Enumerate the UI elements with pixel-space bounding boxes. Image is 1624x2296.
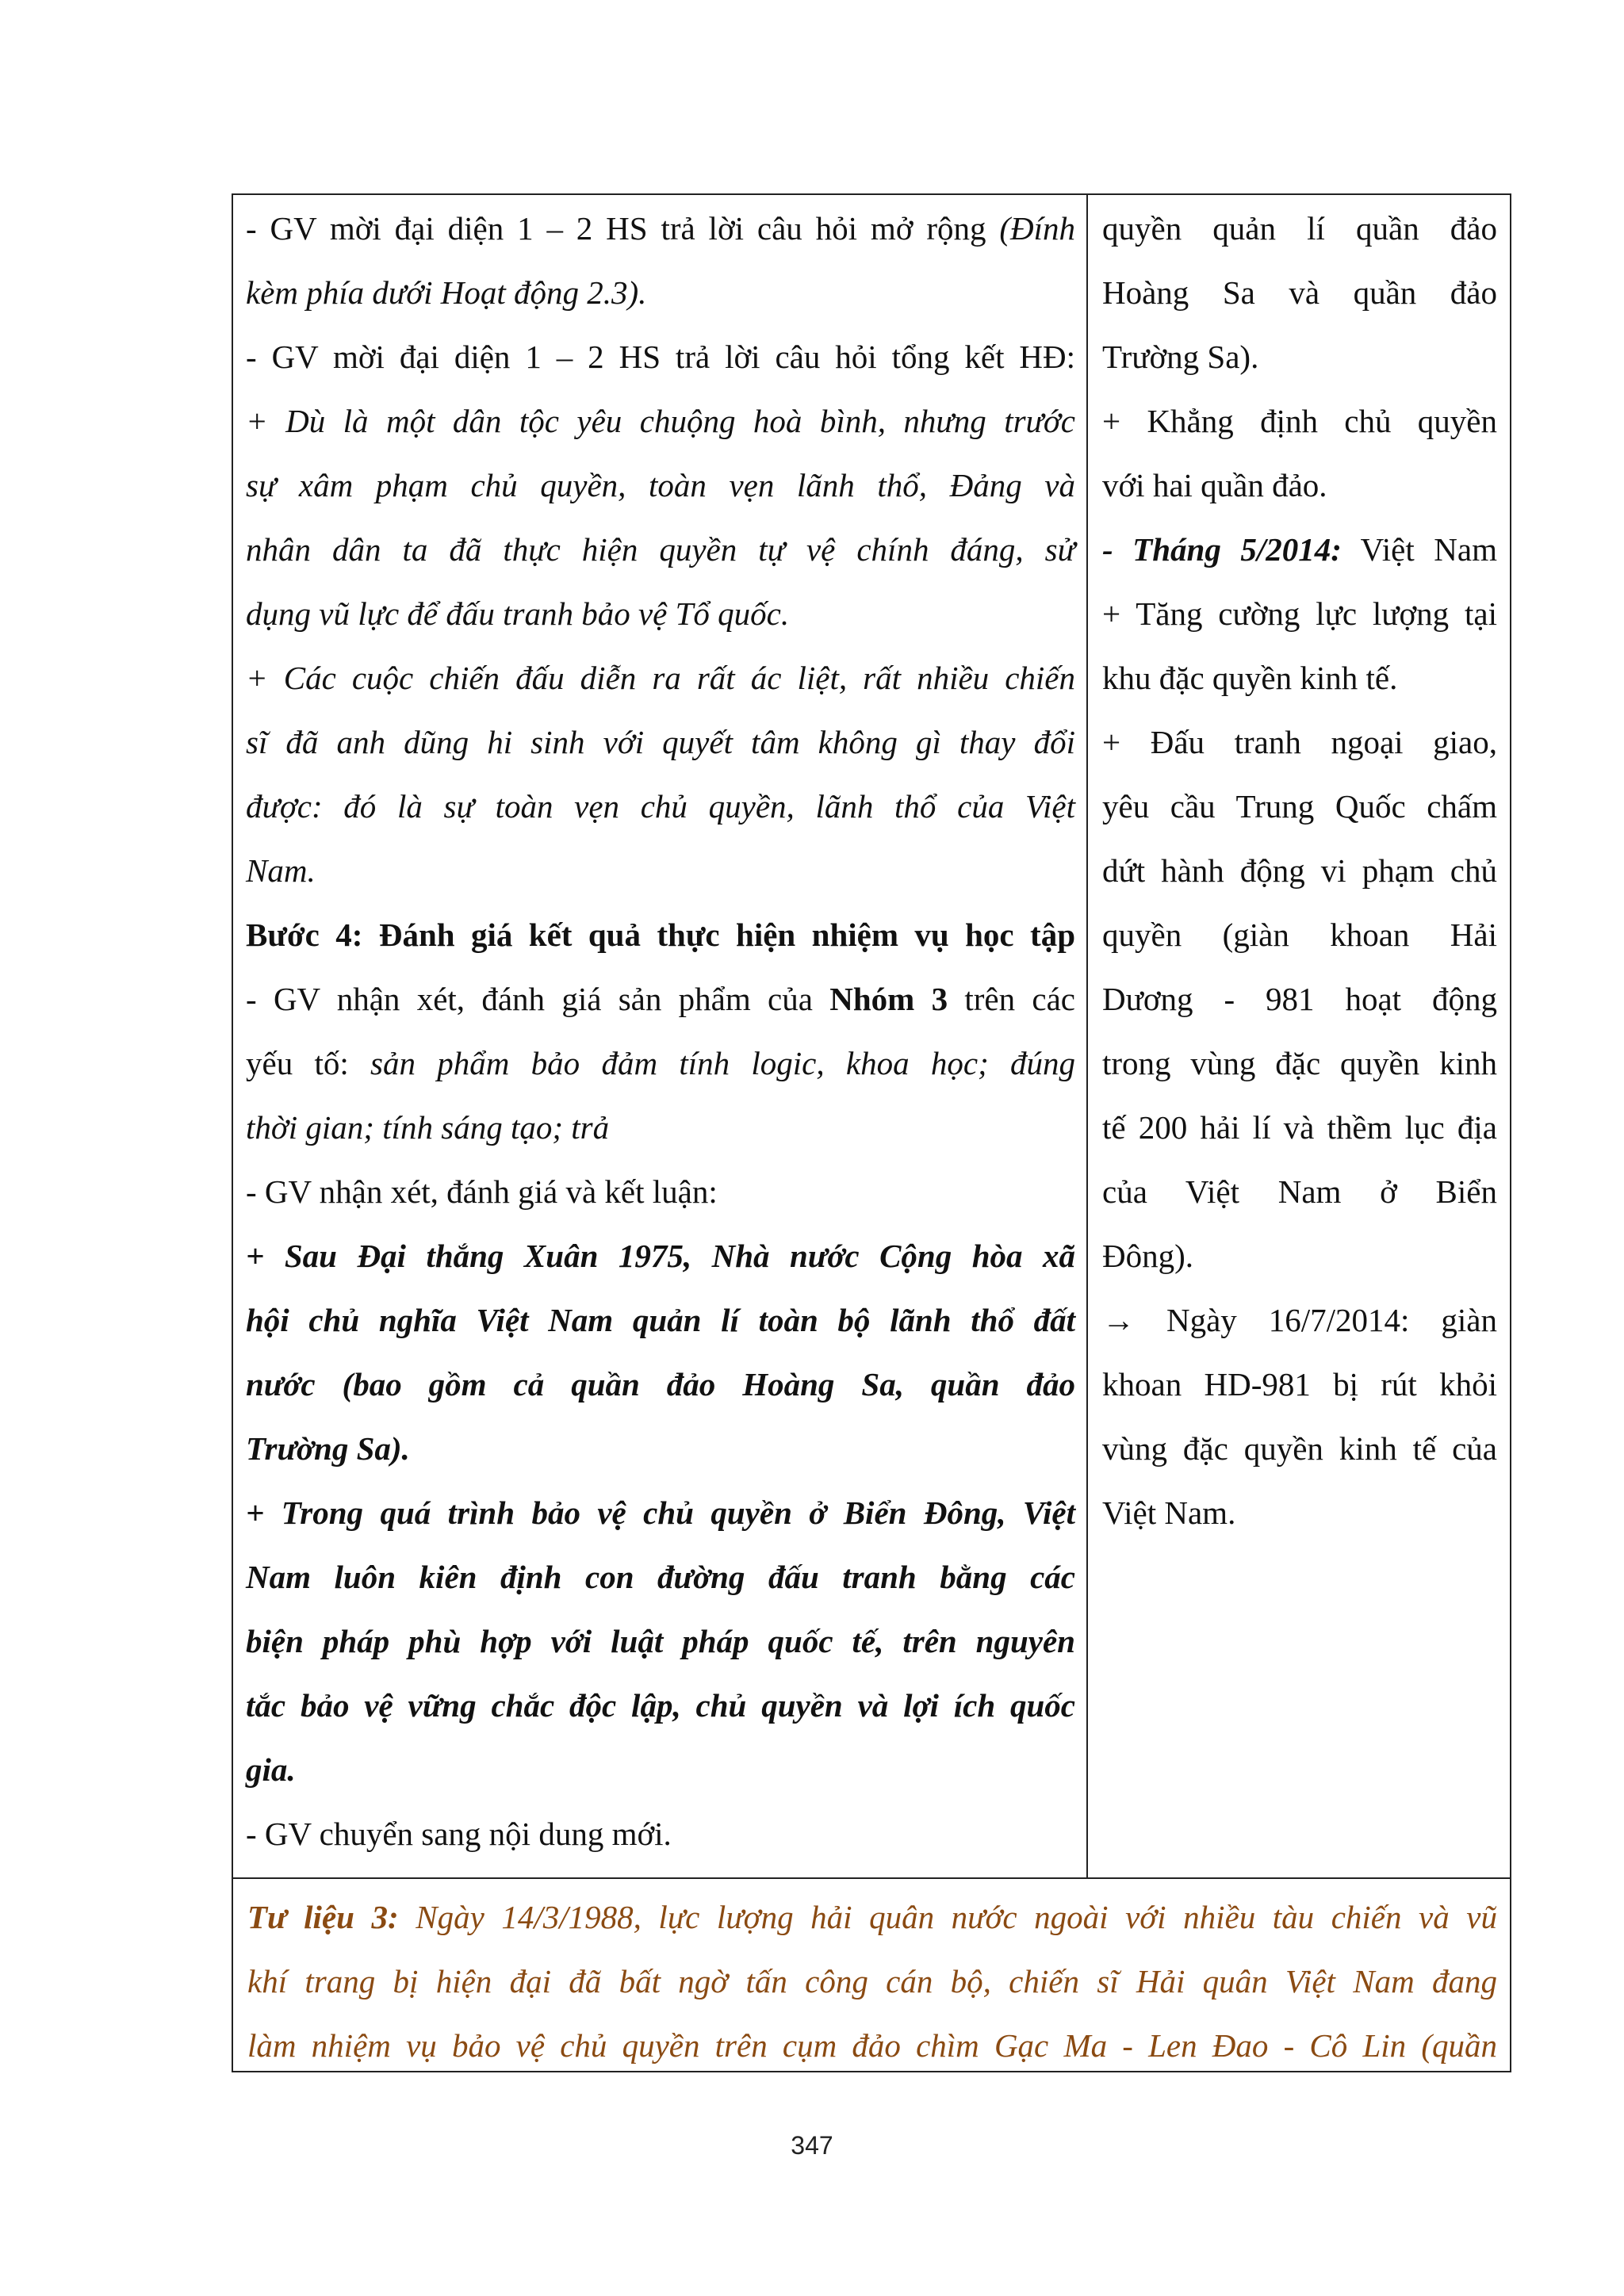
paragraph-line: - GV mời đại diện 1 – 2 HS trả lời câu hỏi mở rộng (Đính: [246, 210, 1075, 247]
conclusion-line: Trường Sa).: [246, 1430, 410, 1467]
expected-outcomes-cell: [1088, 195, 1510, 1877]
paragraph-line: + Đấu tranh ngoại giao,: [1102, 724, 1497, 760]
table-row-main: [233, 195, 1510, 1879]
conclusion-line: + Trong quá trình bảo vệ chủ quyền ở Biển Đông, Việt: [246, 1494, 1075, 1531]
paragraph-line: sự xâm phạm chủ quyền, toàn vẹn lãnh thổ, Đảng và: [246, 467, 1075, 503]
page-number: 347: [791, 2131, 833, 2160]
paragraph-line: - GV nhận xét, đánh giá và kết luận:: [246, 1173, 718, 1210]
paragraph-line: dứt hành động vi phạm chủ: [1102, 852, 1497, 889]
paragraph-line: khu đặc quyền kinh tế.: [1102, 660, 1398, 696]
paragraph-line: + Tăng cường lực lượng tại: [1102, 595, 1497, 632]
conclusion-line: gia.: [246, 1751, 296, 1788]
conclusion-line: tắc bảo vệ vững chắc độc lập, chủ quyền và lợi ích quốc: [246, 1687, 1075, 1724]
paragraph-line: với hai quần đảo.: [1102, 467, 1327, 503]
paragraph-line: + Dù là một dân tộc yêu chuộng hoà bình, nhưng trước: [246, 403, 1075, 439]
paragraph-line: Việt Nam.: [1102, 1494, 1236, 1531]
paragraph-line: khí trang bị hiện đại đã bất ngờ tấn công cán bộ, chiến sĩ Hải quân Việt Nam đang: [247, 1963, 1497, 1999]
paragraph-line: của Việt Nam ở Biển: [1102, 1173, 1497, 1210]
paragraph-line: vùng đặc quyền kinh tế của: [1102, 1430, 1497, 1467]
paragraph-line: + Các cuộc chiến đấu diễn ra rất ác liệt, rất nhiều chiến: [246, 660, 1075, 696]
paragraph-line: Hoàng Sa và quần đảo: [1102, 274, 1497, 311]
paragraph-line: quyền (giàn khoan Hải: [1102, 916, 1497, 953]
document-source-text: [247, 1885, 1497, 2078]
paragraph-line: thời gian; tính sáng tạo; trả: [246, 1109, 610, 1146]
document-source-row: [233, 1877, 1510, 2072]
paragraph-line: Tư liệu 3: Ngày 14/3/1988, lực lượng hải quân nước ngoài với nhiều tàu chiến và vũ: [247, 1899, 1497, 1935]
conclusion-line: biện pháp phù hợp với luật pháp quốc tế, trên nguyên: [246, 1623, 1075, 1659]
paragraph-line: làm nhiệm vụ bảo vệ chủ quyền trên cụm đảo chìm Gạc Ma - Len Đao - Cô Lin (quần: [247, 2027, 1497, 2064]
conclusion-line: + Sau Đại thắng Xuân 1975, Nhà nước Cộng hòa xã: [246, 1238, 1075, 1274]
expected-outcomes-text: [1102, 197, 1497, 1545]
paragraph-line: - GV chuyển sang nội dung mới.: [246, 1816, 672, 1852]
paragraph-line: Trường Sa).: [1102, 339, 1259, 375]
paragraph-line: nhân dân ta đã thực hiện quyền tự vệ chính đáng, sử: [246, 531, 1075, 568]
paragraph-line: - Tháng 5/2014: Việt Nam: [1102, 531, 1497, 568]
teacher-activities-cell: [233, 195, 1088, 1877]
conclusion-line: Nam luôn kiên định con đường đấu tranh bằng các: [246, 1559, 1075, 1595]
paragraph-line: + Khẳng định chủ quyền: [1102, 403, 1497, 439]
paragraph-line: Nam.: [246, 852, 316, 889]
paragraph-line: quyền quản lí quần đảo: [1102, 210, 1497, 247]
paragraph-line: sĩ đã anh dũng hi sinh với quyết tâm không gì thay đổi: [246, 724, 1075, 760]
conclusion-line: nước (bao gồm cả quần đảo Hoàng Sa, quần đảo: [246, 1366, 1075, 1402]
teacher-activities-text: [246, 197, 1075, 1866]
paragraph-line: Dương - 981 hoạt động: [1102, 981, 1497, 1017]
lesson-table: [232, 193, 1511, 2072]
paragraph-line: - GV mời đại diện 1 – 2 HS trả lời câu hỏi tổng kết HĐ:: [246, 339, 1075, 375]
conclusion-line: hội chủ nghĩa Việt Nam quản lí toàn bộ lãnh thổ đất: [246, 1302, 1075, 1338]
paragraph-line: - GV nhận xét, đánh giá sản phẩm của Nhóm 3 trên các: [246, 981, 1075, 1017]
paragraph-line: → Ngày 16/7/2014: giàn: [1102, 1302, 1497, 1338]
paragraph-line: tế 200 hải lí và thềm lục địa: [1102, 1109, 1497, 1146]
paragraph-line: khoan HD-981 bị rút khỏi: [1102, 1366, 1497, 1402]
paragraph-line: yếu tố: sản phẩm bảo đảm tính logic, khoa học; đúng: [246, 1045, 1076, 1081]
paragraph-line: dụng vũ lực để đấu tranh bảo vệ Tổ quốc.: [246, 595, 790, 632]
paragraph-line: được: đó là sự toàn vẹn chủ quyền, lãnh thổ của Việt: [246, 788, 1075, 825]
paragraph-line: kèm phía dưới Hoạt động 2.3).: [246, 274, 647, 311]
step-heading: Bước 4: Đánh giá kết quả thực hiện nhiệm vụ học tập: [246, 916, 1075, 953]
paragraph-line: trong vùng đặc quyền kinh: [1102, 1045, 1497, 1081]
paragraph-line: Đông).: [1102, 1238, 1194, 1274]
paragraph-line: yêu cầu Trung Quốc chấm: [1102, 788, 1497, 825]
